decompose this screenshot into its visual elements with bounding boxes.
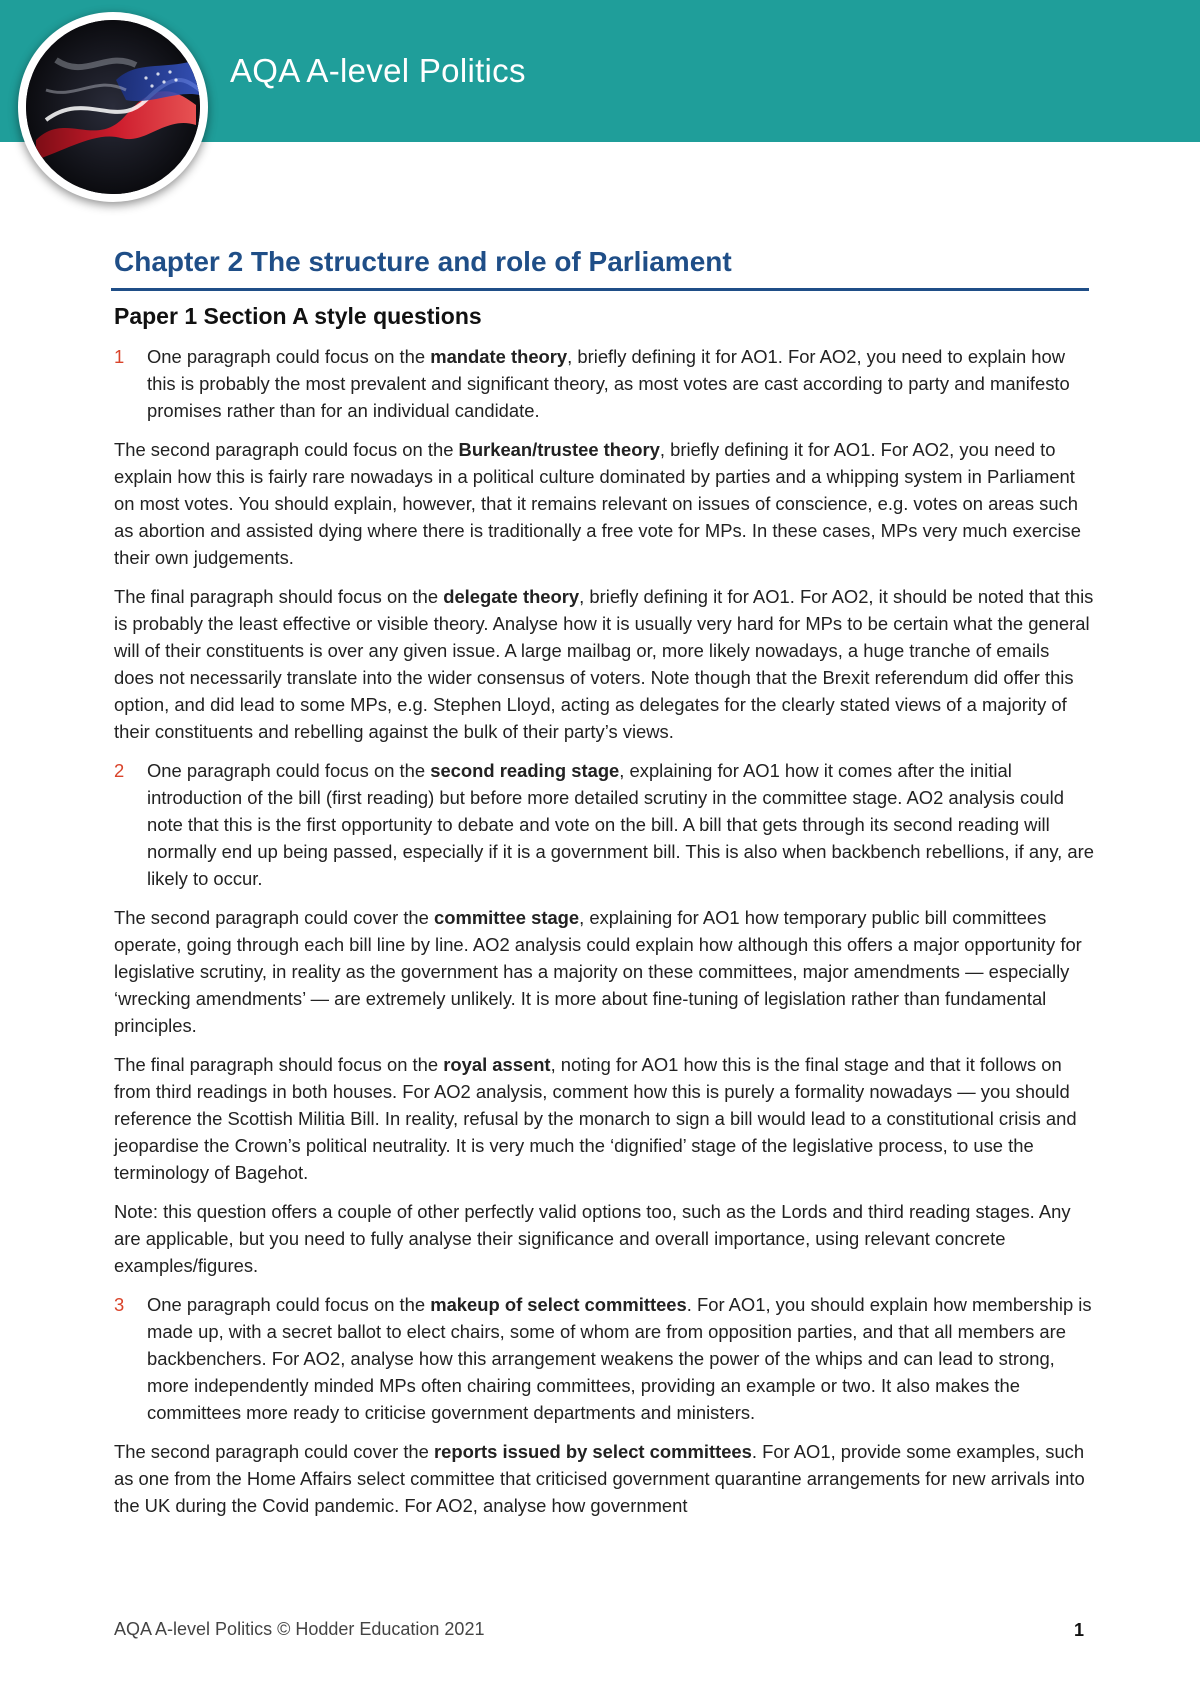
key-term: reports issued by select committees (434, 1441, 752, 1462)
question-item (114, 757, 1094, 892)
answer-body (114, 343, 1094, 1531)
footer-copyright: AQA A-level Politics © Hodder Education 2021 (114, 1619, 485, 1639)
question-item (114, 1291, 1094, 1426)
key-term: royal assent (443, 1054, 551, 1075)
header-title: AQA A-level Politics (230, 52, 526, 89)
key-term: second reading stage (430, 760, 620, 781)
paragraph: The final paragraph should focus on the delegate theory, briefly defining it for AO1. For AO2, it should be noted that this is probably the least effective or visible theory. Analyse how it is usually very hard for MPs to be certain what the general will of their constituents is over any given issue. A large mailbag or, more likely nowadays, a huge tranche of emails does not necessarily translate into the wider consensus of voters. Note though that the Brexit referendum did offer this option, and did lead to some MPs, e.g. Stephen Lloyd, acting as delegates for the clearly stated views of a majority of their constituents and rebelling against the bulk of their party’s views. (114, 586, 1094, 742)
paragraph: The second paragraph could cover the committee stage, explaining for AO1 how temporary public bill committees operate, going through each bill line by line. AO2 analysis could explain how although this offers a major opportunity for legislative scrutiny, in reality as the government has a majority on these committees, major amendments — especially ‘wrecking amendments’ — are extremely unlikely. It is more about fine-tuning of legislation rather than fundamental principles. (114, 907, 1082, 1036)
section-title: Paper 1 Section A style questions (114, 303, 482, 329)
key-term: Burkean/trustee theory (458, 439, 660, 460)
heading-rule (111, 288, 1089, 291)
question-number: 1 (114, 346, 125, 367)
key-term: makeup of select committees (430, 1294, 687, 1315)
paragraph: One paragraph could focus on the mandate theory, briefly defining it for AO1. For AO2, you need to explain how this is probably the most prevalent and significant theory, as most votes are cast according to party and manifesto promises rather than for an individual candidate. (147, 346, 1070, 421)
question-item (114, 343, 1094, 424)
chapter-title: Chapter 2 The structure and role of Parliament (114, 246, 732, 277)
cover-logo (18, 12, 208, 202)
note-paragraph: Note: this question offers a couple of other perfectly valid options too, such as the Lords and third reading stages. Any are applicable, but you need to fully analyse their significance and overall importance, using relevant concrete examples/figures. (114, 1201, 1071, 1276)
page-number: 1 (1074, 1620, 1085, 1640)
question-number: 3 (114, 1294, 125, 1315)
paragraph: One paragraph could focus on the makeup of select committees. For AO1, you should explain how membership is made up, with a secret ballot to elect chairs, some of whom are from opposition parties, and that all members are backbenchers. For AO2, analyse how this arrangement weakens the power of the whips and can lead to strong, more independently minded MPs often chairing committees, providing an example or two. It also makes the committees more ready to criticise government departments and ministers. (147, 1294, 1092, 1423)
paragraph: The final paragraph should focus on the royal assent, noting for AO1 how this is the final stage and that it follows on from third readings in both houses. For AO2 analysis, comment how this is purely a formality nowadays — you should reference the Scottish Militia Bill. In reality, refusal by the monarch to sign a bill would lead to a constitutional crisis and jeopardise the Crown’s political neutrality. It is very much the ‘dignified’ stage of the legislative process, to use the terminology of Bagehot. (114, 1054, 1077, 1183)
paragraph: The second paragraph could cover the reports issued by select committees. For AO1, provide some examples, such as one from the Home Affairs select committee that criticised government quarantine arrangements for new arrivals into the UK during the Covid pandemic. For AO2, analyse how government (114, 1441, 1085, 1516)
key-term: mandate theory (430, 346, 568, 367)
question-number: 2 (114, 760, 125, 781)
smoke-flag-image (26, 20, 200, 194)
paragraph: The second paragraph could focus on the Burkean/trustee theory, briefly defining it for AO1. For AO2, you need to explain how this is fairly rare nowadays in a political culture dominated by parties and a whipping system in Parliament on most votes. You should explain, however, that it remains relevant on issues of conscience, e.g. votes on areas such as abortion and assisted dying where there is traditionally a free vote for MPs. In these cases, MPs very much exercise their own judgements. (114, 439, 1081, 568)
key-term: committee stage (434, 907, 580, 928)
paragraph: One paragraph could focus on the second reading stage, explaining for AO1 how it comes after the initial introduction of the bill (first reading) but before more detailed scrutiny in the committee stage. AO2 analysis could note that this is the first opportunity to debate and vote on the bill. A bill that gets through its second reading will normally end up being passed, especially if it is a government bill. This is also when backbench rebellions, if any, are likely to occur. (147, 760, 1094, 889)
key-term: delegate theory (443, 586, 580, 607)
